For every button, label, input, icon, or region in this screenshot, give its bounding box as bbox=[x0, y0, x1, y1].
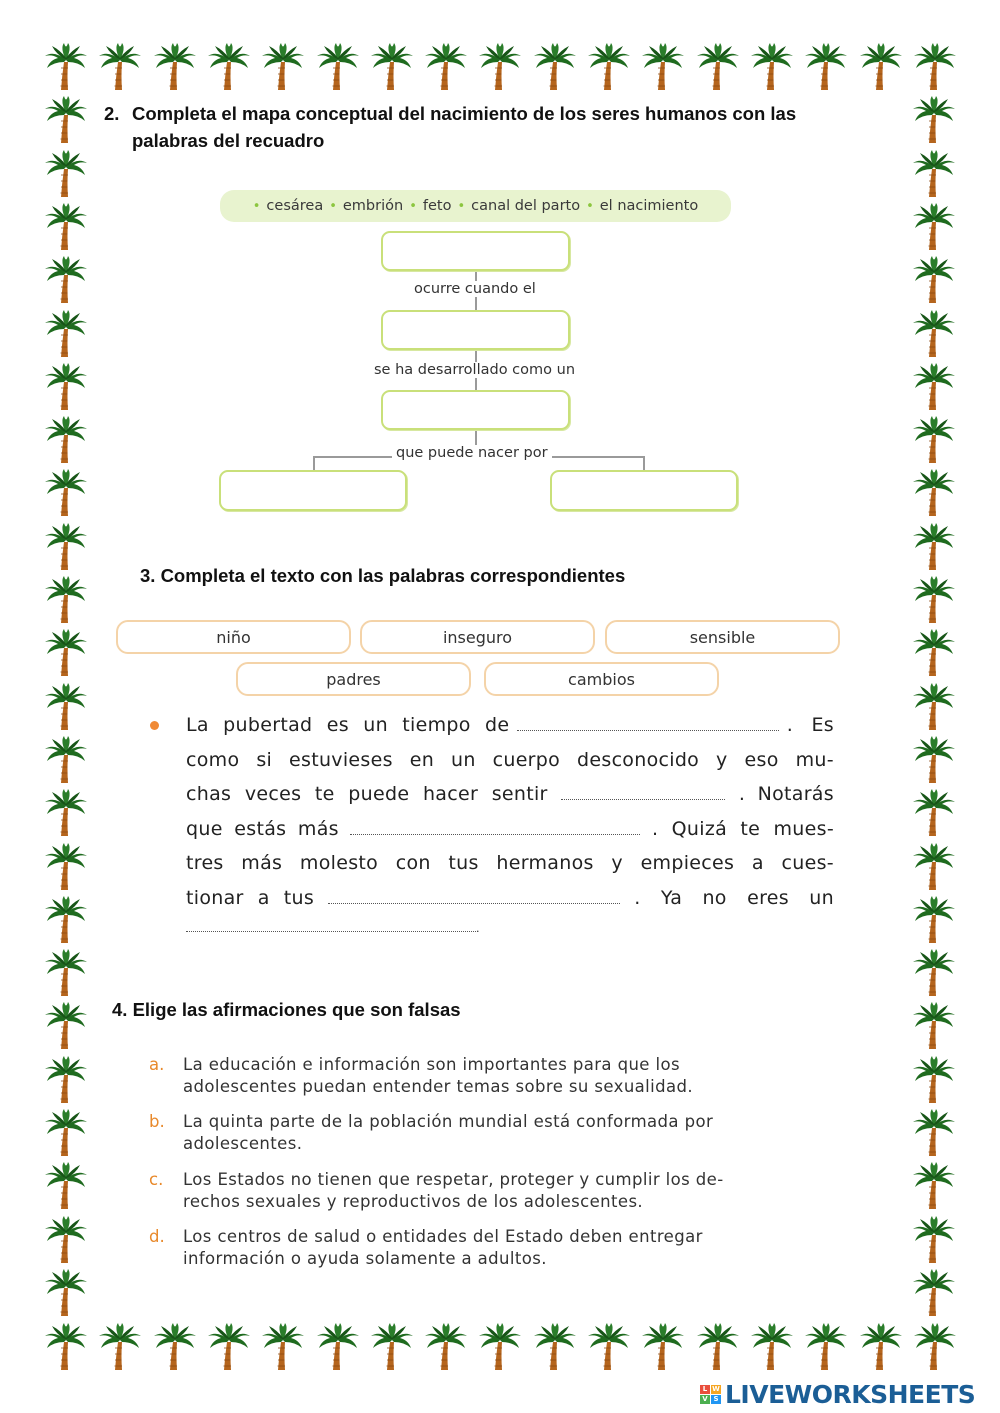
palm-tree-icon bbox=[533, 1322, 577, 1372]
paragraph-word: un bbox=[451, 749, 476, 771]
palm-tree-icon bbox=[912, 1055, 956, 1105]
paragraph-word: chas bbox=[186, 783, 232, 805]
paragraph-word: que bbox=[186, 818, 223, 840]
question-2-number: 2. bbox=[104, 103, 120, 124]
palm-tree-icon bbox=[153, 42, 197, 92]
palm-tree-icon bbox=[316, 1322, 360, 1372]
option-text-line2: rechos sexuales y reproductivos de los adolescentes. bbox=[183, 1192, 644, 1211]
palm-tree-icon bbox=[750, 42, 794, 92]
paragraph-word: estás bbox=[234, 818, 287, 840]
paragraph-line-6 bbox=[186, 887, 834, 917]
paragraph-line-3 bbox=[186, 783, 834, 813]
option-letter: a. bbox=[149, 1055, 165, 1074]
word-bank-pill: inseguro bbox=[360, 620, 595, 654]
palm-tree-icon bbox=[424, 1322, 468, 1372]
paragraph-word: como bbox=[186, 749, 240, 771]
palm-tree-icon bbox=[44, 628, 88, 678]
palm-tree-icon bbox=[44, 309, 88, 359]
paragraph-text: . Es bbox=[786, 714, 834, 736]
paragraph-word: estuvieses bbox=[289, 749, 393, 771]
palm-tree-icon bbox=[261, 42, 305, 92]
palm-tree-icon bbox=[44, 522, 88, 572]
word-bank-pill: sensible bbox=[605, 620, 840, 654]
question-2-title-line1: Completa el mapa conceptual del nacimiento de los seres humanos con las bbox=[132, 103, 797, 124]
palm-tree-icon bbox=[153, 1322, 197, 1372]
question-2-title-line2: palabras del recuadro bbox=[132, 130, 325, 151]
paragraph-word: cues- bbox=[781, 852, 834, 874]
paragraph-word: a bbox=[257, 887, 270, 909]
palm-tree-icon bbox=[44, 1055, 88, 1105]
logo-mark-icon: L W V S bbox=[700, 1385, 721, 1404]
concept-map-word-strip: • cesárea • embrión • feto • canal del parto • el nacimiento bbox=[220, 190, 731, 222]
paragraph-word: eso bbox=[744, 749, 779, 771]
paragraph-bullet bbox=[150, 721, 159, 730]
paragraph-word: mu- bbox=[795, 749, 834, 771]
paragraph-word: y bbox=[611, 852, 623, 874]
paragraph-word: a bbox=[751, 852, 764, 874]
concept-map-answer-box-5[interactable] bbox=[550, 470, 738, 511]
question-3-heading: 3. Completa el texto con las palabras correspondientes bbox=[140, 565, 626, 586]
option-letter: c. bbox=[149, 1170, 164, 1189]
paragraph-line-2 bbox=[186, 749, 834, 779]
paragraph-word: tres bbox=[186, 852, 224, 874]
palm-tree-icon bbox=[804, 42, 848, 92]
option-text-line1: La educación e información son importantes para que los bbox=[183, 1055, 680, 1074]
palm-tree-icon bbox=[912, 522, 956, 572]
paragraph-word: veces bbox=[244, 783, 302, 805]
palm-tree-icon bbox=[44, 415, 88, 465]
blank-2-input[interactable] bbox=[561, 799, 725, 800]
palm-tree-icon bbox=[913, 1322, 957, 1372]
option-b[interactable] bbox=[149, 1111, 799, 1155]
palm-tree-icon bbox=[207, 1322, 251, 1372]
paragraph-word: con bbox=[395, 852, 431, 874]
palm-tree-icon bbox=[44, 95, 88, 145]
paragraph-word: empieces bbox=[640, 852, 735, 874]
paragraph-word: puede bbox=[348, 783, 410, 805]
paragraph-word: y bbox=[716, 749, 728, 771]
palm-tree-icon bbox=[750, 1322, 794, 1372]
palm-tree-icon bbox=[44, 149, 88, 199]
palm-tree-icon bbox=[44, 1161, 88, 1211]
palm-tree-icon bbox=[913, 42, 957, 92]
paragraph-text: . bbox=[476, 922, 480, 935]
paragraph-text: . Notarás bbox=[738, 783, 834, 805]
paragraph-word: hermanos bbox=[496, 852, 594, 874]
palm-tree-icon bbox=[98, 42, 142, 92]
word-strip-item: feto bbox=[422, 198, 452, 214]
palm-tree-icon bbox=[912, 682, 956, 732]
palm-tree-icon bbox=[912, 1268, 956, 1318]
palm-tree-icon bbox=[912, 309, 956, 359]
palm-tree-icon bbox=[912, 895, 956, 945]
paragraph-word: en bbox=[409, 749, 435, 771]
option-a[interactable] bbox=[149, 1054, 799, 1098]
palm-tree-icon bbox=[804, 1322, 848, 1372]
paragraph-word: tus bbox=[283, 887, 315, 909]
word-bank-pill: cambios bbox=[484, 662, 719, 696]
palm-tree-icon bbox=[478, 42, 522, 92]
paragraph-line-5 bbox=[186, 852, 834, 882]
word-strip-item: cesárea bbox=[266, 198, 324, 214]
palm-tree-icon bbox=[912, 1108, 956, 1158]
palm-tree-icon bbox=[912, 255, 956, 305]
palm-tree-icon bbox=[587, 42, 631, 92]
connector-label-3: que puede nacer por bbox=[392, 445, 552, 461]
palm-tree-icon bbox=[912, 468, 956, 518]
paragraph-word: te bbox=[314, 783, 335, 805]
palm-tree-icon bbox=[44, 682, 88, 732]
palm-tree-icon bbox=[912, 1161, 956, 1211]
logo-text: LIVEWORKSHEETS bbox=[725, 1379, 976, 1409]
paragraph-line-4 bbox=[186, 818, 834, 848]
paragraph-line-7 bbox=[186, 922, 834, 952]
palm-tree-icon bbox=[912, 149, 956, 199]
connector-line bbox=[643, 456, 645, 470]
palm-tree-icon bbox=[316, 42, 360, 92]
palm-tree-icon bbox=[207, 42, 251, 92]
palm-tree-icon bbox=[44, 948, 88, 998]
palm-tree-icon bbox=[44, 735, 88, 785]
palm-tree-icon bbox=[478, 1322, 522, 1372]
question-4-heading: 4. Elige las afirmaciones que son falsas bbox=[112, 999, 461, 1020]
word-strip-item: el nacimiento bbox=[599, 198, 699, 214]
palm-tree-icon bbox=[641, 42, 685, 92]
blank-3-input[interactable] bbox=[350, 834, 640, 835]
option-text-line1: La quinta parte de la población mundial está conformada por bbox=[183, 1112, 714, 1131]
option-text-line2: adolescentes. bbox=[183, 1134, 303, 1153]
palm-tree-icon bbox=[533, 42, 577, 92]
palm-tree-icon bbox=[261, 1322, 305, 1372]
palm-tree-icon bbox=[859, 42, 903, 92]
paragraph-text: . Ya no eres un bbox=[634, 887, 834, 909]
palm-tree-icon bbox=[44, 468, 88, 518]
liveworksheets-logo[interactable] bbox=[700, 1381, 975, 1407]
palm-tree-icon bbox=[370, 1322, 414, 1372]
palm-tree-icon bbox=[44, 42, 88, 92]
paragraph-text: . Quizá te mues- bbox=[652, 818, 834, 840]
concept-map-answer-box-4[interactable] bbox=[219, 470, 407, 511]
palm-tree-icon bbox=[912, 95, 956, 145]
palm-tree-icon bbox=[44, 842, 88, 892]
palm-tree-icon bbox=[44, 1215, 88, 1265]
connector-label-1: ocurre cuando el bbox=[410, 281, 540, 297]
palm-tree-icon bbox=[912, 842, 956, 892]
concept-map-answer-box-2[interactable] bbox=[381, 310, 570, 350]
paragraph-word: más bbox=[297, 818, 339, 840]
option-text-line1: Los Estados no tienen que respetar, proteger y cumplir los de- bbox=[183, 1170, 724, 1189]
palm-tree-icon bbox=[912, 788, 956, 838]
connector-line bbox=[313, 456, 315, 470]
palm-tree-icon bbox=[912, 948, 956, 998]
palm-tree-icon bbox=[370, 42, 414, 92]
palm-tree-icon bbox=[44, 575, 88, 625]
palm-tree-icon bbox=[696, 1322, 740, 1372]
palm-tree-icon bbox=[912, 628, 956, 678]
palm-tree-icon bbox=[587, 1322, 631, 1372]
palm-tree-icon bbox=[424, 42, 468, 92]
palm-tree-icon bbox=[912, 575, 956, 625]
palm-tree-icon bbox=[641, 1322, 685, 1372]
palm-tree-icon bbox=[859, 1322, 903, 1372]
option-letter: b. bbox=[149, 1112, 165, 1131]
palm-tree-icon bbox=[44, 362, 88, 412]
palm-tree-icon bbox=[44, 1322, 88, 1372]
concept-map-answer-box-1[interactable] bbox=[381, 231, 570, 271]
paragraph-word: tus bbox=[448, 852, 479, 874]
word-bank-pill: niño bbox=[116, 620, 351, 654]
palm-tree-icon bbox=[44, 1108, 88, 1158]
paragraph-word: hacer bbox=[422, 783, 479, 805]
palm-tree-icon bbox=[912, 202, 956, 252]
option-c[interactable] bbox=[149, 1169, 799, 1213]
concept-map-answer-box-3[interactable] bbox=[381, 390, 570, 430]
palm-tree-icon bbox=[912, 362, 956, 412]
paragraph-word: desconocido bbox=[577, 749, 700, 771]
palm-tree-icon bbox=[44, 202, 88, 252]
paragraph-word: si bbox=[256, 749, 273, 771]
paragraph-word: más bbox=[241, 852, 283, 874]
blank-1-input[interactable] bbox=[517, 730, 779, 731]
palm-tree-icon bbox=[44, 255, 88, 305]
paragraph-word: molesto bbox=[299, 852, 379, 874]
paragraph-word: sentir bbox=[491, 783, 548, 805]
blank-5-input[interactable] bbox=[186, 931, 476, 932]
option-d[interactable] bbox=[149, 1226, 799, 1270]
option-letter: d. bbox=[149, 1227, 165, 1246]
question-2-heading bbox=[104, 100, 884, 154]
palm-tree-icon bbox=[44, 1268, 88, 1318]
palm-tree-icon bbox=[912, 1215, 956, 1265]
palm-tree-icon bbox=[44, 788, 88, 838]
word-bank-pill: padres bbox=[236, 662, 471, 696]
paragraph-text: La pubertad es un tiempo de bbox=[186, 714, 510, 736]
palm-tree-icon bbox=[44, 895, 88, 945]
palm-tree-icon bbox=[912, 415, 956, 465]
palm-tree-icon bbox=[98, 1322, 142, 1372]
option-text-line2: información o ayuda solamente a adultos. bbox=[183, 1249, 547, 1268]
paragraph-word: tionar bbox=[186, 887, 244, 909]
word-strip-item: embrión bbox=[342, 198, 404, 214]
palm-tree-icon bbox=[912, 1001, 956, 1051]
paragraph-word: cuerpo bbox=[492, 749, 561, 771]
connector-label-2: se ha desarrollado como un bbox=[370, 362, 579, 378]
word-strip-item: canal del parto bbox=[471, 198, 581, 214]
paragraph-line-1 bbox=[186, 714, 834, 744]
palm-tree-icon bbox=[912, 735, 956, 785]
option-text-line1: Los centros de salud o entidades del Estado deben entregar bbox=[183, 1227, 703, 1246]
palm-tree-icon bbox=[696, 42, 740, 92]
palm-tree-icon bbox=[44, 1001, 88, 1051]
blank-4-input[interactable] bbox=[328, 903, 620, 904]
option-text-line2: adolescentes puedan entender temas sobre su sexualidad. bbox=[183, 1077, 694, 1096]
